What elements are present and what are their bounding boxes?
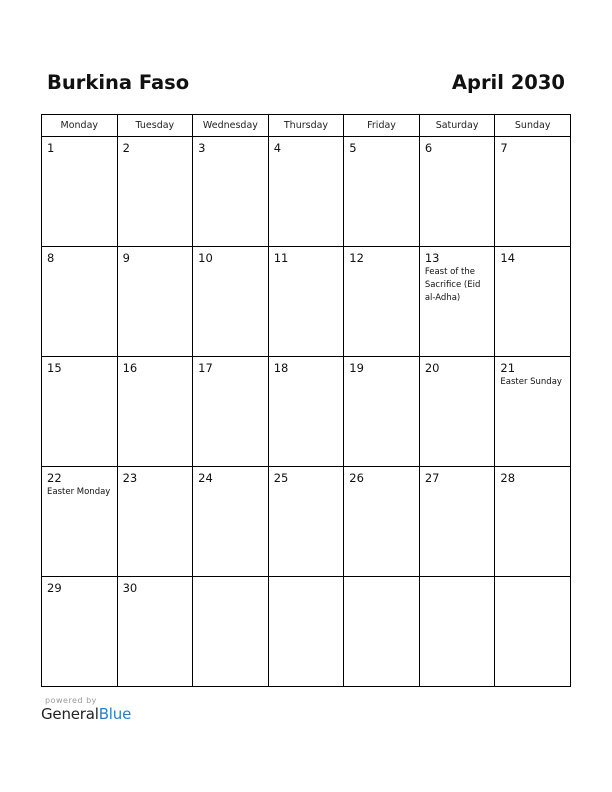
weekday-monday: Monday [42,115,118,137]
country-title: Burkina Faso [47,71,190,94]
day-cell [117,577,193,687]
day-cell [42,357,118,467]
week-row [42,137,571,247]
day-number: 1 [47,141,55,155]
day-number: 2 [122,141,130,155]
day-number: 17 [198,361,213,375]
day-cell [419,357,495,467]
holiday-label: Easter Monday [47,487,111,497]
week-row [42,467,571,577]
week-row [42,247,571,357]
month-year-title: April 2030 [451,71,565,94]
day-number: 13 [424,251,440,265]
day-number: 3 [198,141,206,155]
day-cell [42,467,118,577]
day-cell [193,467,269,577]
day-cell [268,137,344,247]
week-row [42,577,571,687]
day-cell [268,247,344,357]
day-number: 25 [273,471,289,485]
empty-day-cell [268,577,344,687]
day-number: 12 [349,251,364,265]
day-number: 27 [424,471,440,485]
day-cell [42,137,118,247]
weekday-wednesday: Wednesday [193,115,269,137]
day-number: 4 [273,141,282,155]
day-cell [117,467,193,577]
day-number: 20 [424,361,440,375]
day-cell [117,137,193,247]
day-cell [117,357,193,467]
empty-day-cell [344,577,420,687]
day-number: 23 [122,471,138,485]
day-number: 11 [273,251,289,265]
day-cell [495,357,571,467]
day-cell [344,247,420,357]
day-number: 29 [47,581,62,595]
weekday-header-row [42,115,571,137]
day-number: 18 [273,361,289,375]
day-number: 8 [47,251,55,265]
day-number: 5 [349,141,357,155]
empty-day-cell [419,577,495,687]
weekday-friday: Friday [344,115,420,137]
footer-branding [41,696,131,723]
day-number: 28 [500,471,516,485]
day-cell [42,247,118,357]
day-number: 21 [500,361,516,375]
day-cell [193,247,269,357]
day-cell [193,137,269,247]
day-cell [42,577,118,687]
day-cell [419,467,495,577]
day-cell [268,467,344,577]
day-number: 22 [47,471,62,485]
day-number: 6 [424,141,433,155]
logo-general: General [41,705,99,723]
day-cell [495,137,571,247]
day-cell [117,247,193,357]
day-cell [193,357,269,467]
day-number: 24 [198,471,213,485]
weekday-tuesday: Tuesday [117,115,193,137]
powered-by-text: powered by [45,696,97,705]
day-cell [495,247,571,357]
empty-day-cell [193,577,269,687]
day-number: 16 [122,361,138,375]
calendar-grid [41,114,571,687]
day-number: 30 [122,581,138,595]
week-row [42,357,571,467]
weekday-thursday: Thursday [268,115,344,137]
day-number: 19 [349,361,364,375]
holiday-label: Easter Sunday [500,377,562,387]
day-cell [344,467,420,577]
day-number: 7 [500,141,508,155]
generalblue-logo [41,705,131,723]
day-number: 15 [47,361,62,375]
weekday-sunday: Sunday [495,115,571,137]
day-number: 9 [122,251,130,265]
day-cell [419,137,495,247]
holiday-label: Feast of the Sacrifice (Eid al-Adha) [424,267,481,303]
logo-blue: Blue [98,705,132,723]
day-number: 10 [198,251,213,265]
day-cell [344,357,420,467]
day-cell [495,467,571,577]
day-cell [268,357,344,467]
empty-day-cell [495,577,571,687]
day-cell [344,137,420,247]
weekday-saturday: Saturday [419,115,495,137]
day-cell [419,247,495,357]
day-number: 26 [349,471,364,485]
day-number: 14 [500,251,516,265]
